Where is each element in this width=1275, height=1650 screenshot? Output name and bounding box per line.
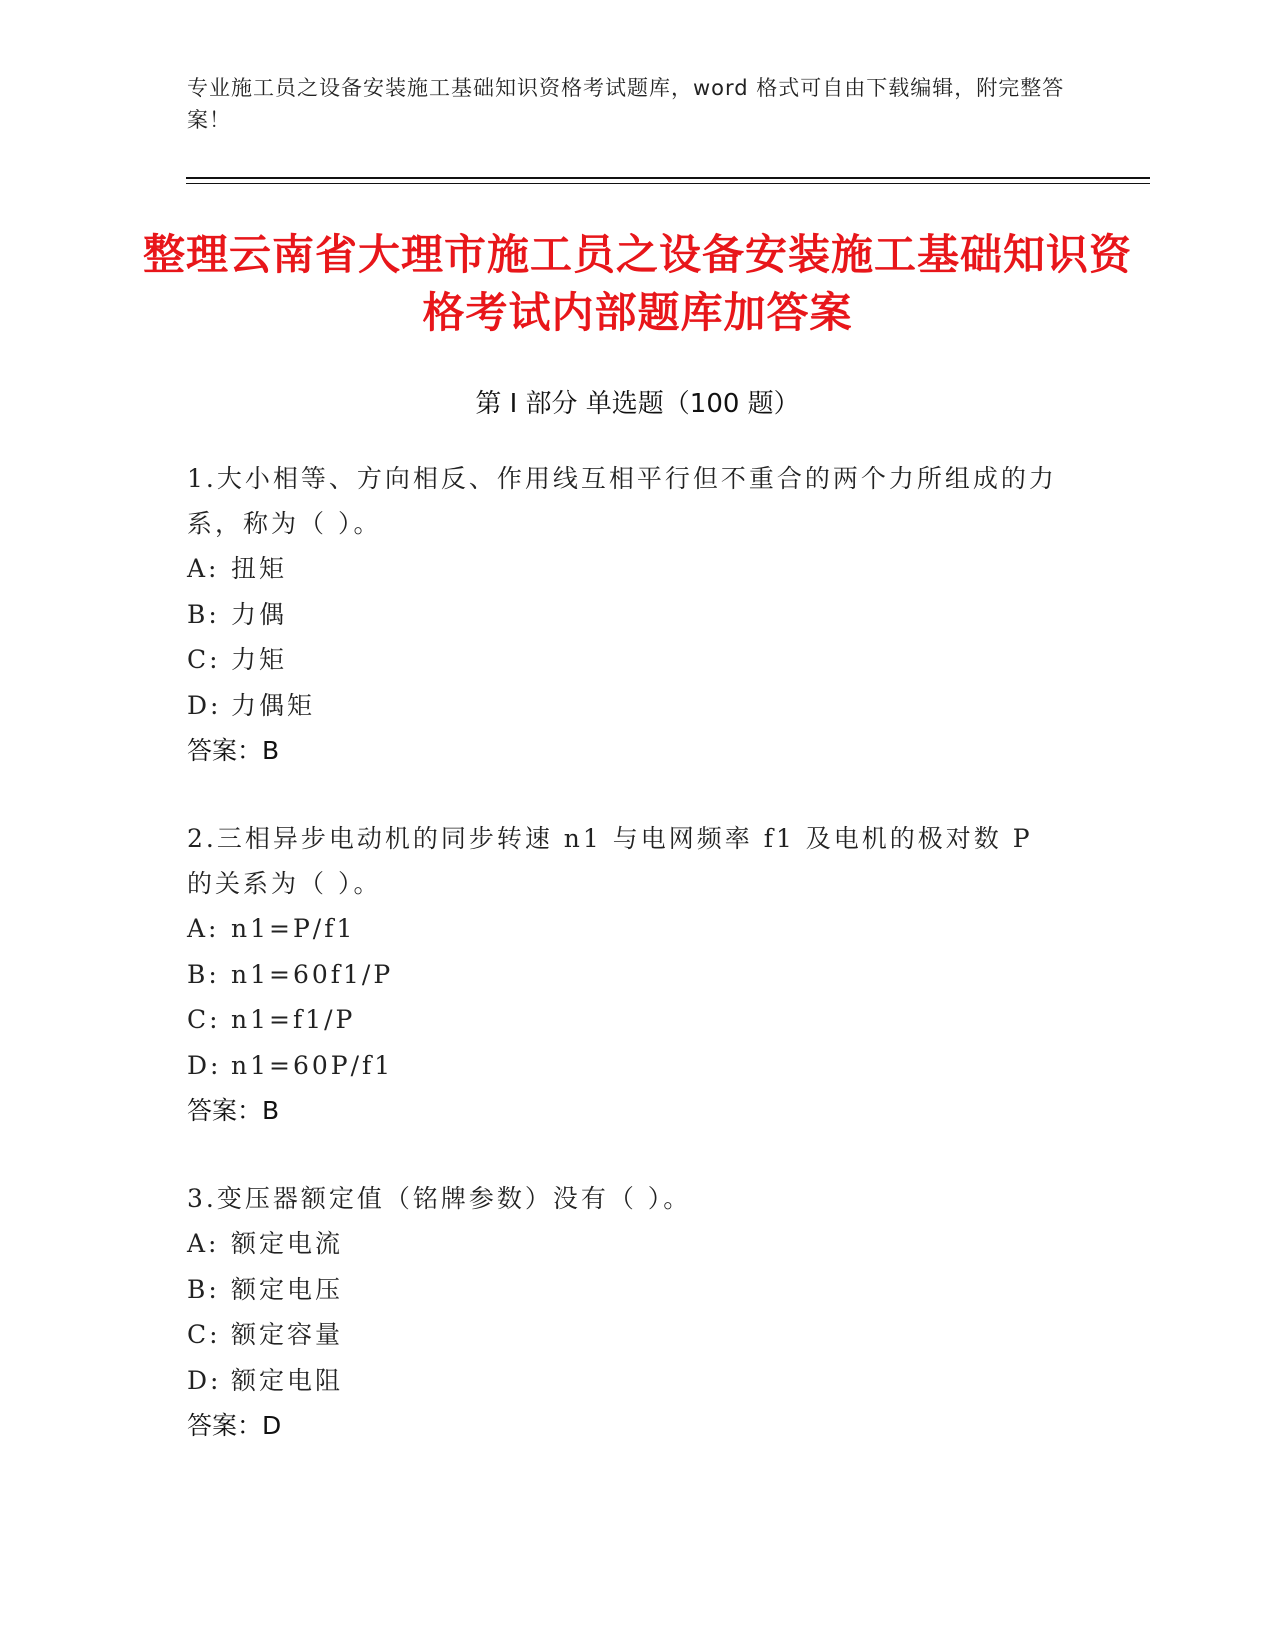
answer: 答案：B — [187, 736, 280, 765]
option-a — [187, 546, 1067, 592]
option-label: C: — [187, 645, 221, 674]
option-a — [187, 906, 1067, 952]
question-2 — [187, 816, 1067, 1133]
option-text: 力矩 — [231, 645, 288, 674]
option-label: A: — [187, 554, 220, 583]
option-text: 额定电阻 — [231, 1365, 344, 1395]
option-text: n1=60P/f1 — [231, 1050, 394, 1080]
option-label: D: — [187, 690, 222, 720]
header-rule-thick — [186, 177, 1150, 179]
section-heading: 第 I 部分 单选题（100 题） — [475, 389, 800, 419]
option-b — [187, 952, 1067, 998]
option-text: 额定电流 — [231, 1229, 344, 1258]
question-1 — [187, 456, 1067, 773]
answer: 答案：D — [187, 1411, 282, 1440]
option-d — [187, 1043, 1067, 1089]
answer: 答案：B — [187, 1096, 280, 1125]
option-text: 额定电压 — [231, 1274, 344, 1304]
option-text: 力偶矩 — [231, 690, 316, 720]
question-stem: 1.大小相等、方向相反、作用线互相平行但不重合的两个力所组成的力系，称为（ ）。 — [187, 464, 1057, 538]
option-text: n1=P/f1 — [231, 914, 356, 943]
option-label: A: — [187, 1229, 220, 1258]
option-a — [187, 1221, 1067, 1267]
option-label: B: — [187, 599, 220, 629]
option-label: B: — [187, 959, 220, 989]
header-note: 专业施工员之设备安装施工基础知识资格考试题库，word 格式可自由下载编辑，附完整答案！ — [187, 76, 1065, 132]
option-label: D: — [187, 1365, 222, 1395]
option-text: 力偶 — [231, 599, 288, 629]
option-text: 扭矩 — [231, 554, 288, 583]
question-stem: 3.变压器额定值（铭牌参数）没有（ ）。 — [187, 1184, 692, 1213]
header-rule-thin — [186, 183, 1150, 184]
question-3 — [187, 1176, 1067, 1448]
option-label: A: — [187, 914, 220, 943]
option-c — [187, 1312, 1067, 1358]
option-label: C: — [187, 1320, 221, 1349]
option-c — [187, 637, 1067, 683]
option-label: B: — [187, 1274, 220, 1304]
option-c — [187, 997, 1067, 1043]
question-stem: 2.三相异步电动机的同步转速 n1 与电网频率 f1 及电机的极对数 P 的关系为（ ）。 — [187, 824, 1033, 898]
option-d — [187, 683, 1067, 729]
document-title: 整理云南省大理市施工员之设备安装施工基础知识资格考试内部题库加答案 — [142, 230, 1132, 337]
option-text: n1=60f1/P — [231, 959, 394, 989]
option-b — [187, 592, 1067, 638]
option-text: 额定容量 — [231, 1320, 344, 1349]
option-label: D: — [187, 1050, 222, 1080]
option-label: C: — [187, 1005, 221, 1034]
option-text: n1=f1/P — [231, 1005, 356, 1034]
option-d — [187, 1358, 1067, 1404]
option-b — [187, 1267, 1067, 1313]
